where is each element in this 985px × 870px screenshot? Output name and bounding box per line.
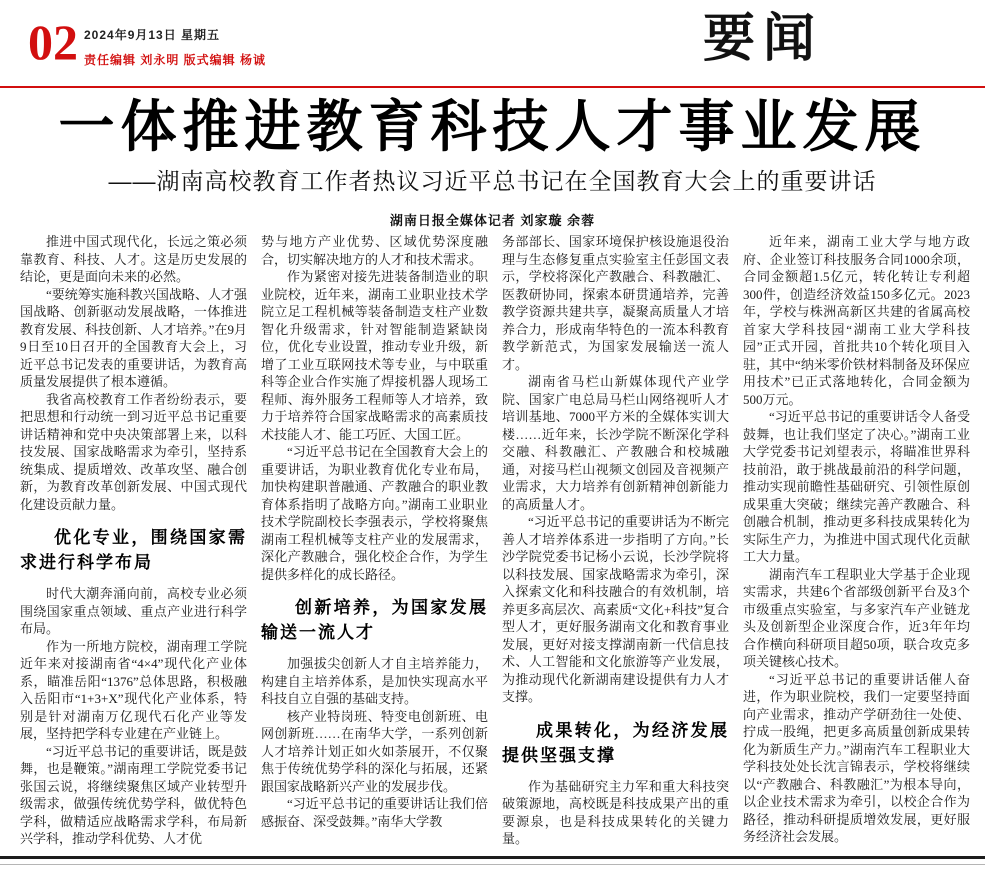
text-column-2 (261, 233, 488, 853)
body-paragraph: 推进中国式现代化，长远之策必须靠教育、科技、人才。这是历史发展的结论，更是面向未来的必然。 (20, 234, 247, 284)
body-paragraph: “习近平总书记的重要讲话，既是鼓舞，也是鞭策。”湖南理工学院党委书记张国云说，将继续聚焦区域产业转型升级需求，做强传统优势学科，做优特色学科，做精适应战略需求学科，布局新兴学科，推动学科优势、人才优 (20, 743, 247, 846)
body-paragraph: “习近平总书记在全国教育大会上的重要讲话，为职业教育优化专业布局，加快构建职普融通、产教融合的职业教育体系指明了战略方向。”湖南工业职业技术学院副校长李强表示，学校将聚焦湖南工程机械等支柱产业的发展需求，深化产教融合，强化校企合作，为学生提供多样化的成长路径。 (261, 444, 488, 582)
page-number: 02 (28, 14, 78, 70)
body-paragraph: 近年来，湖南工业大学与地方政府、企业签订科技服务合同1000余项，合同金额超1.5亿元，转化转让专利超300件，创造经济效益150多亿元。2023年，学校与株洲高新区共建的省属高校首家大学科技园“湖南工业大学科技园”正式开园，首批共10个转化项目入驻，其中“纳米零价铁材料制备及环保应用技术”已正式落地转化，合同金额为500万元。 (743, 234, 970, 407)
footer-rule-thin (0, 864, 985, 865)
article-header (0, 88, 985, 229)
body-paragraph: “习近平总书记的重要讲话让我们倍感振奋、深受鼓舞。”南华大学教 (261, 796, 488, 829)
body-paragraph: “习近平总书记的重要讲话催人奋进，作为职业院校，我们一定要坚持面向产业需求，推动产学研劲往一处使、拧成一股绳，把更多高质量创新成果转化为新质生产力。”湖南汽车工程职业大学科技处处长沈言锦表示，学校将继续以“产教融合、科教融汇”为根本导向，以企业技术需求为牵引，以校企合作为路径，推动科研提质增效发展，更好服务经济社会发展。 (743, 671, 970, 844)
body-paragraph: 作为紧密对接先进装备制造业的职业院校，近年来，湖南工业职业技术学院立足工程机械等装备制造支柱产业数智化升级需求，针对智能制造紧缺岗位，优化专业设置，推动专业升级，新增了工业互联网技术等专业，与中联重科等企业合作实施了焊接机器人现场工程师、海外服务工程师等人才培养，致力于培养符合国家战略需求的高素质技术技能人才、能工巧匠、大国工匠。 (261, 269, 488, 442)
text-column-1 (20, 233, 247, 853)
body-paragraph: 我省高校教育工作者纷纷表示，要把思想和行动统一到习近平总书记重要讲话精神和党中央决策部署上来，以科技发展、国家战略需求为牵引，坚持系统集成、提质增效、改革攻坚、融合创新，为教育改革创新发展、中国式现代化建设贡献力量。 (20, 391, 247, 512)
section-title: 要闻 (703, 11, 824, 68)
body-paragraph: “习近平总书记的重要讲话令人备受鼓舞，也让我们坚定了决心。”湖南工业大学党委书记刘望表示，将瞄准世界科技前沿，敢于挑战最前沿的科学问题，推动实现前瞻性基础研究、引领性原创成果重大突破；继续完善产教融合、科创融合机制，推动更多科技成果转化为实际生产力，为推进中国式现代化贡献工大力量。 (743, 409, 970, 564)
article-subtitle: ——湖南高校教育工作者热议习近平总书记在全国教育大会上的重要讲话 (108, 168, 877, 194)
masthead-rule (0, 86, 985, 88)
section-heading: 优化专业，围绕国家需求进行科学布局 (20, 528, 247, 572)
text-column-3 (502, 233, 729, 853)
body-paragraph: 势与地方产业优势、区域优势深度融合，切实解决地方的人才和技术需求。 (261, 234, 488, 267)
body-paragraph: 作为基础研究主力军和重大科技突破策源地，高校既是科技成果产出的重要源泉，也是科技成果转化的关键力量。 (502, 778, 729, 846)
issue-info (84, 26, 266, 68)
body-paragraph: 作为一所地方院校，湖南理工学院近年来对接湖南省“4×4”现代化产业体系，瞄准岳阳“1376”总体思路，积极融入岳阳市“1+3+X”现代化产业体系，特别是针对湖南万亿现代石化产业等发展，坚持把学科专业建在产业链上。 (20, 638, 247, 741)
body-paragraph: 时代大潮奔涌向前，高校专业必须围绕国家重点领域、重点产业进行科学布局。 (20, 586, 247, 636)
body-paragraph: 湖南省马栏山新媒体现代产业学院、国家广电总局马栏山网络视听人才培训基地、7000平方米的全媒体实训大楼……近年来，长沙学院不断深化学科交融、科教融汇、产教融合和校城融通，对接马栏山视频文创园及音视频产业需求，大力培养有创新精神创新能力的高质量人才。 (502, 374, 729, 512)
section-heading: 成果转化，为经济发展提供坚强支撑 (502, 720, 729, 765)
editors-line: 责任编辑 刘永明 版式编辑 杨诚 (84, 53, 267, 67)
body-paragraph: “习近平总书记的重要讲话为不断完善人才培养体系进一步指明了方向。”长沙学院党委书记杨小云说，长沙学院将以科技发展、国家战略需求为牵引，深入探索文化和科技融合的有效机制，培养更多高层次、高素质“文化+科技”复合型人才，更好服务湖南文化和教育事业发展，更好对接支撑湖南新一代信息技术、人工智能和文化旅游等产业发展，为推动现代化新湖南建设提供有力人才支撑。 (502, 514, 729, 704)
masthead (0, 0, 985, 88)
body-paragraph: “要统筹实施科教兴国战略、人才强国战略、创新驱动发展战略，一体推进教育发展、科技创新、人才培养。”在9月9日至10日召开的全国教育大会上，习近平总书记发表的重要讲话，为教育高质量发展提供了根本遵循。 (20, 286, 247, 389)
article-headline: 一体推进教育科技人才事业发展 (58, 95, 927, 158)
footer-rule-thick (0, 856, 985, 859)
date-line: 2024年9月13日 星期五 (84, 28, 221, 42)
body-paragraph: 加强拔尖创新人才自主培养能力，构建自主培养体系，是加快实现高水平科技自立自强的基础支持。 (261, 656, 488, 706)
body-paragraph: 核产业特岗班、特变电创新班、电网创新班……在南华大学，一系列创新人才培养计划正如火如荼展开，不仅聚焦于传统优势学科的深化与拓展，还紧跟国家战略新兴产业的发展步伐。 (261, 708, 488, 794)
section-heading: 创新培养，为国家发展输送一流人才 (261, 598, 488, 642)
body-paragraph: 湖南汽车工程职业大学基于企业现实需求，共建6个省部级创新平台及3个市级重点实验室，与多家汽车产业链龙头及创新型企业深度合作，近3年年均合作横向科研项目超50项，联合攻克多项关键核心技术。 (743, 566, 970, 669)
body-paragraph: 务部部长、国家环境保护核设施退役治理与生态修复重点实验室主任彭国文表示，学校将深化产教融合、科教融汇、医教研协同，探索本研贯通培养，完善教学资源共建共享，凝聚高质量人才培养合力，形成南华特色的一流本科教育教学新范式，为国家发展输送一流人才。 (502, 234, 729, 372)
article-body (20, 233, 970, 853)
text-column-4 (743, 233, 970, 853)
article-byline: 湖南日报全媒体记者 刘家璇 余蓉 (389, 213, 596, 228)
